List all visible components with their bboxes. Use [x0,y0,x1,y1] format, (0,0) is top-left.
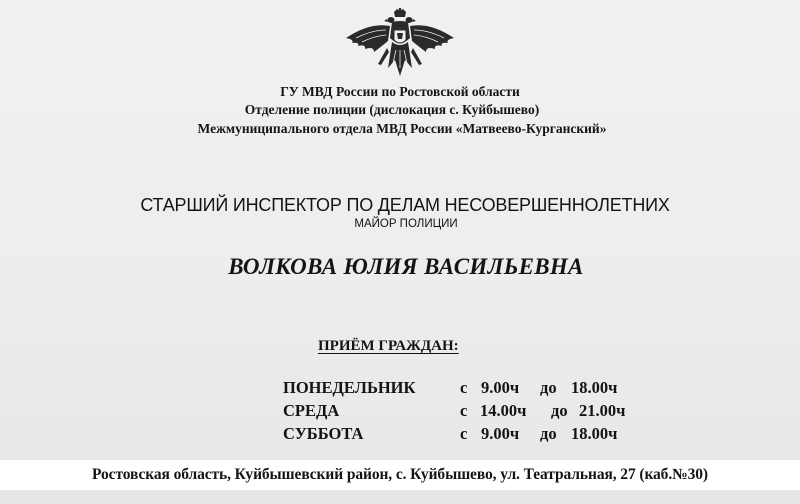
schedule-from-word: с [460,378,468,397]
reception-schedule [283,378,663,447]
officer-name: ВОЛКОВА ЮЛИЯ ВАСИЛЬЕВНА [228,254,584,279]
schedule-end-time: 21.00ч [579,401,626,420]
schedule-from-word: с [460,401,468,420]
schedule-day: СУББОТА [283,424,364,443]
schedule-from-word: с [460,424,468,443]
schedule-end-time: 18.00ч [571,424,618,443]
reception-title: ПРИЁМ ГРАЖДАН: [318,338,459,354]
schedule-row-wednesday [283,401,663,424]
officer-rank: МАЙОР ПОЛИЦИИ [354,218,458,230]
schedule-end-time: 18.00ч [571,378,618,397]
officer-position: СТАРШИЙ ИНСПЕКТОР ПО ДЕЛАМ НЕСОВЕРШЕННОЛЕТНИХ [140,195,670,215]
schedule-start-time: 9.00ч [481,424,520,443]
schedule-day: ПОНЕДЕЛЬНИК [283,378,416,397]
schedule-to-word: до [551,401,568,420]
address-footer: Ростовская область, Куйбышевский район, с. Куйбышево, ул. Театральная, 27 (каб.№30) [0,460,800,490]
org-line-department: Отделение полиции (дислокация с. Куйбышево) [244,102,540,117]
schedule-row-monday [283,378,663,401]
org-line-main: ГУ МВД России по Ростовской области [280,84,520,99]
schedule-to-word: до [540,378,557,397]
schedule-day: СРЕДА [283,401,340,420]
schedule-start-time: 9.00ч [481,378,520,397]
org-line-intermunicipal: Межмуниципального отдела МВД России «Матвеево-Курганский» [197,121,607,136]
schedule-row-saturday [283,424,663,447]
schedule-to-word: до [540,424,557,443]
double-headed-eagle-emblem-icon [340,8,460,84]
schedule-start-time: 14.00ч [480,401,527,420]
